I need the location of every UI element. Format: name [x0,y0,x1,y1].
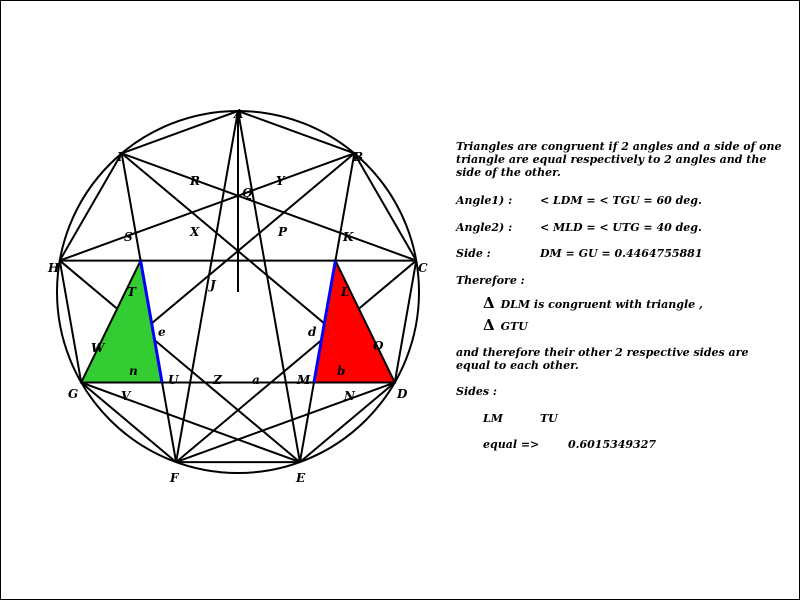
point-label-E: E [296,471,306,485]
point-label-a: a [252,373,260,387]
angle1-value: < LDM = < TGU = 60 deg. [540,194,702,207]
point-label-S: S [124,230,133,244]
nonagon-side-CD [395,261,416,383]
point-label-A: A [234,107,244,121]
sides-label: Sides : [456,385,497,398]
triangle-symbol: Δ [483,294,495,312]
angle1-label: Angle1) : [456,194,513,207]
point-label-R: R [190,174,200,188]
construction-lines [57,111,419,473]
point-label-X: X [190,225,200,239]
point-label-C: C [418,261,428,275]
congruence-line-2 [483,316,528,334]
side-lm-label: LM [483,412,503,425]
conclusion-text: and therefore their other 2 respective sides are equal to each other. [456,346,749,372]
point-label-Z: Z [213,373,222,387]
point-label-M: M [297,373,311,387]
point-label-H: H [48,261,60,275]
point-label-Y: Y [276,174,285,188]
point-label-e: e [158,325,166,339]
congruence-line-1 [483,294,703,312]
point-label-V: V [121,389,131,403]
point-label-J: J [210,278,216,292]
nonagon-side-AB [238,111,354,153]
nonagon-side-GH [60,261,81,383]
point-label-G: G [68,387,79,401]
angle2-value: < MLD = < UTG = 40 deg. [540,221,702,234]
therefore-label: Therefore : [456,274,525,287]
point-label-N: N [344,389,355,403]
angle2-label: Angle2) : [456,221,513,234]
point-label-I: I [117,150,123,164]
nonagon-side-BC [354,153,416,260]
point-label-T: T [127,285,136,299]
equal-value: 0.6015349327 [568,438,657,451]
point-label-W: W [91,341,105,355]
side-tu-label: TU [540,412,558,425]
point-label-O: O [373,339,384,353]
equal-label: equal => [483,438,540,451]
nonagon-side-HI [60,153,122,260]
point-label-Q: Q [242,186,253,200]
congruence-statement-1: DLM is congruent with triangle , [500,298,703,311]
chord-AE [238,111,300,462]
point-label-L: L [341,285,350,299]
point-label-d: d [308,325,317,339]
point-label-D: D [397,387,408,401]
point-label-b: b [337,364,346,378]
point-label-F: F [170,471,179,485]
point-label-U: U [168,373,179,387]
point-label-K: K [343,230,354,244]
triangle-symbol: Δ [483,316,495,334]
side-value: DM = GU = 0.4464755881 [540,247,703,260]
chord-AF [176,111,238,462]
nonagon-side-IA [122,111,238,153]
side-label: Side : [456,247,491,260]
point-label-B: B [353,150,364,164]
congruence-statement-2: GTU [500,320,528,333]
congruence-rule-text: Triangles are congruent if 2 angles and a side of one triangle are equal respectively to 2 angles and the side of the other. [456,140,782,179]
point-label-n: n [129,364,138,378]
point-label-P: P [278,225,288,239]
